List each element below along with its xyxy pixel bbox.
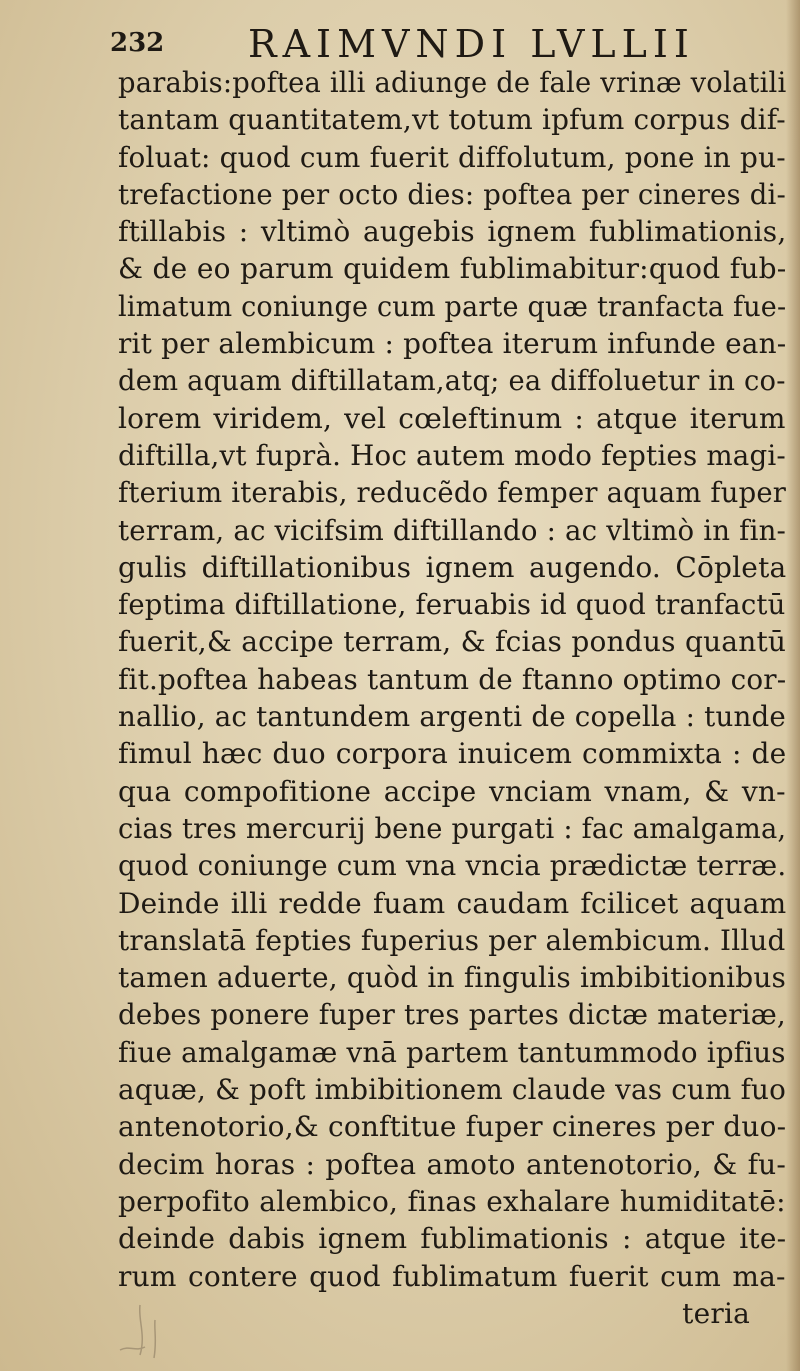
text-line: translatā fepties fuperius per alembicum. Illud [118, 923, 786, 957]
text-line: nallio, ac tantundem argenti de copella : tunde [118, 700, 786, 734]
text-line: lorem viridem, vel cœleftinum : atque iterum [118, 401, 786, 435]
text-line: antenotorio,& conftitue fuper cineres per duo- [118, 1110, 787, 1144]
text-line: fiue amalgamæ vnā partem tantummodo ipfius [118, 1035, 786, 1069]
catchword: teria [682, 1296, 750, 1330]
text-line: gulis diftillationibus ignem augendo. Cōpleta [118, 550, 787, 584]
page-number: 232 [110, 28, 165, 58]
text-line: decim horas : poftea amoto antenotorio, & fu- [118, 1147, 787, 1181]
text-line: fimul hæc duo corpora inuicem commixta : de [118, 737, 787, 771]
text-line: dem aquam diftillatam,atq; ea diffoluetur in co- [118, 364, 786, 398]
text-line: perpofito alembico, finas exhalare humiditatē: [118, 1184, 786, 1218]
body-text [118, 64, 790, 1332]
text-line: ftillabis : vltimò augebis ignem fublimationis, [118, 215, 787, 249]
page-header [110, 22, 750, 66]
text-line: terram, ac vicifsim diftillando : ac vltimò in fin- [118, 513, 787, 547]
text-line: foluat: quod cum fuerit diffolutum, pone in pu- [118, 140, 786, 174]
text-line: Deinde illi redde fuam caudam fcilicet aquam [118, 886, 787, 920]
text-line: diftilla,vt fuprà. Hoc autem modo fepties magi- [118, 438, 786, 472]
text-line: fit.poftea habeas tantum de ftanno optimo cor- [118, 662, 787, 696]
text-line: fterium iterabis, reducẽdo femper aquam fuper [118, 476, 787, 510]
text-line: debes ponere fuper tres partes dictæ materiæ, [118, 998, 786, 1032]
text-line: tamen aduerte, quòd in fingulis imbibitionibus [118, 961, 787, 995]
text-line: qua compofitione accipe vnciam vnam, & vn- [118, 774, 786, 808]
text-line: tantam quantitatem,vt totum ipfum corpus dif- [118, 103, 786, 137]
text-line: limatum coniunge cum parte quæ tranfacta fue- [118, 289, 787, 323]
text-line: cias tres mercurij bene purgati : fac amalgama, [118, 811, 787, 845]
text-line: rum contere quod fublimatum fuerit cum ma- [118, 1259, 786, 1293]
text-line: & de eo parum quidem fublimabitur:quod fub- [118, 252, 787, 286]
ink-scribble-mark [110, 1300, 230, 1360]
text-line: parabis:poftea illi adiunge de fale vrinæ volatili [118, 66, 787, 99]
running-head: RAIMVNDI LVLLII [248, 22, 695, 66]
text-line: fuerit,& accipe terram, & fcias pondus quantū [118, 625, 787, 659]
text-line: aquæ, & poft imbibitionem claude vas cum fuo [118, 1073, 787, 1107]
text-line: trefactione per octo dies: poftea per cineres di- [118, 177, 786, 211]
text-line: deinde dabis ignem fublimationis : atque ite- [118, 1222, 787, 1256]
text-line: rit per alembicum : poftea iterum infunde ean- [118, 327, 787, 361]
text-line: feptima diftillatione, feruabis id quod tranfactū [118, 588, 786, 622]
text-line: quod coniunge cum vna vncia prædictæ terræ. [118, 849, 787, 883]
